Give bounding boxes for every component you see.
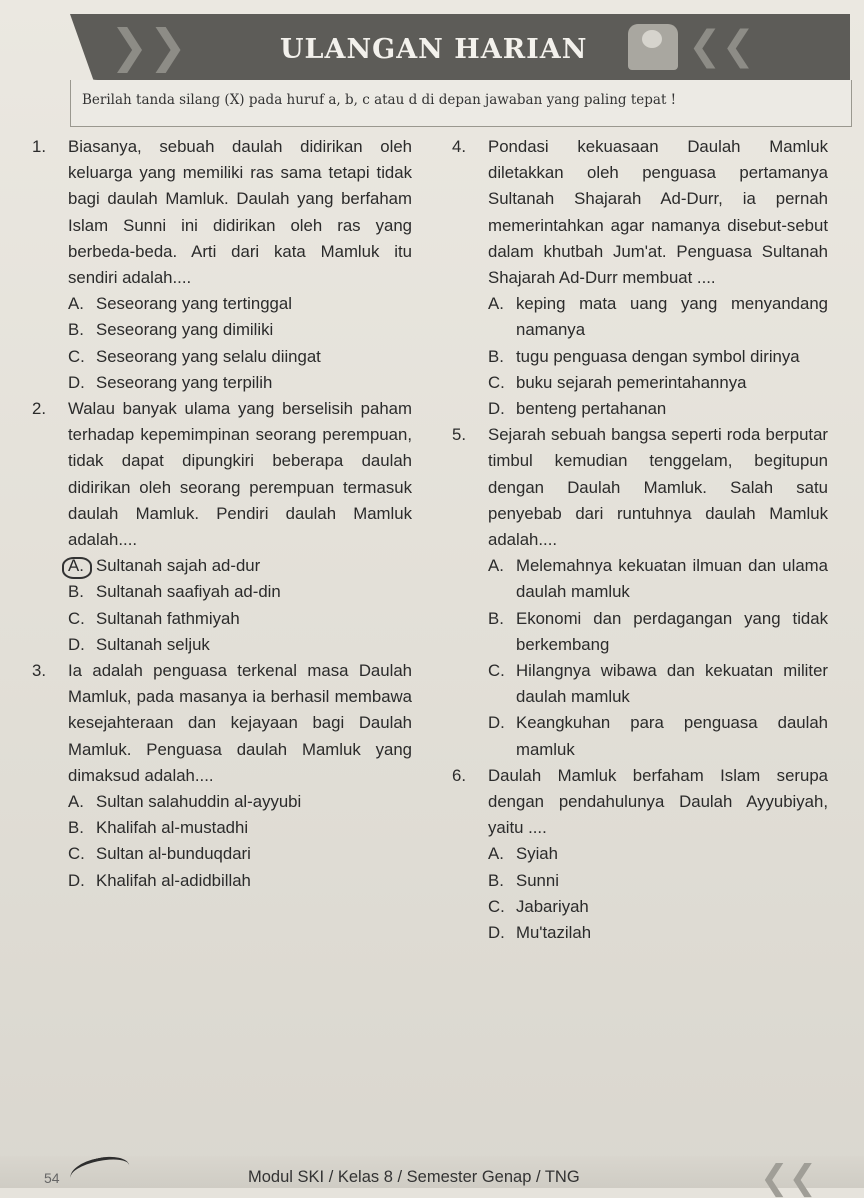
option-label: C. <box>68 608 85 628</box>
option-label: A. <box>488 556 504 576</box>
chevron-right-decoration-icon: ❯❯ <box>110 19 188 73</box>
page-title: ULANGAN HARIAN <box>280 34 588 65</box>
option-5a[interactable] <box>452 553 828 605</box>
option-3b[interactable] <box>32 815 412 841</box>
option-text: Seseorang yang terpilih <box>96 372 273 392</box>
question-text: Walau banyak ulama yang berselisih paham terhadap kepemimpinan seorang perempuan, tidak dapat dipungkiri beberapa daulah didirikan oleh seorang perempuan termasuk daulah Mamluk. Pendiri daulah Mamluk adalah.... <box>68 399 412 550</box>
option-text: Sultan al-bunduqdari <box>96 844 251 864</box>
question-6 <box>452 763 828 842</box>
option-label: B. <box>68 320 84 340</box>
option-label: D. <box>488 713 505 733</box>
option-text: Seseorang yang dimiliki <box>96 320 274 340</box>
option-6d[interactable] <box>452 920 828 946</box>
question-5 <box>452 422 828 553</box>
question-3 <box>32 658 412 789</box>
option-label: D. <box>488 399 505 419</box>
option-text: Sultanah fathmiyah <box>96 608 240 628</box>
option-label: D. <box>68 372 85 392</box>
option-2d[interactable] <box>32 632 412 658</box>
option-label: D. <box>488 923 505 943</box>
option-text: Sultanah saafiyah ad-din <box>96 582 281 602</box>
question-number: 5. <box>452 425 466 445</box>
option-5d[interactable] <box>452 710 828 762</box>
option-label: C. <box>68 346 85 366</box>
option-2c[interactable] <box>32 606 412 632</box>
option-label: B. <box>488 346 504 366</box>
right-column <box>452 134 828 946</box>
option-1c[interactable] <box>32 344 412 370</box>
option-3c[interactable] <box>32 841 412 867</box>
option-label: B. <box>488 870 504 890</box>
question-text: Pondasi kekuasaan Daulah Mamluk diletakkan oleh penguasa pertamanya Sultanah Shajarah Ad-Durr, ia pernah memerintahkan agar namanya disebut-sebut dalam khutbah Jum'at. Penguasa Sultanah Shajarah Ad-Durr membuat .... <box>488 137 828 288</box>
option-3a[interactable] <box>32 789 412 815</box>
left-column <box>32 134 412 894</box>
option-text: buku sejarah pemerintahannya <box>516 372 747 392</box>
option-text: Khalifah al-mustadhi <box>96 818 249 838</box>
option-text: tugu penguasa dengan symbol dirinya <box>516 346 800 366</box>
option-2a[interactable] <box>32 553 412 579</box>
character-illustration-icon <box>628 24 678 70</box>
option-4c[interactable] <box>452 370 828 396</box>
option-1a[interactable] <box>32 291 412 317</box>
option-text: Melemahnya kekuatan ilmuan dan ulama daulah mamluk <box>516 556 828 602</box>
option-text: Seseorang yang selalu diingat <box>96 346 321 366</box>
option-6a[interactable] <box>452 841 828 867</box>
option-label: B. <box>68 818 84 838</box>
option-label: D. <box>68 870 85 890</box>
question-text: Ia adalah penguasa terkenal masa Daulah Mamluk, pada masanya ia berhasil membawa kesejahteraan dan kejayaan bagi Daulah Mamluk. Penguasa daulah Mamluk yang dimaksud adalah.... <box>68 661 412 785</box>
option-text: Sultanah sajah ad-dur <box>96 556 261 576</box>
option-text: Seseorang yang tertinggal <box>96 294 292 314</box>
option-text: Sultanah seljuk <box>96 634 210 654</box>
option-label: C. <box>488 896 505 916</box>
question-number: 1. <box>32 137 46 156</box>
option-text: Mu'tazilah <box>516 923 592 943</box>
option-text: Hilangnya wibawa dan kekuatan militer daulah mamluk <box>516 661 828 707</box>
option-4a[interactable] <box>452 291 828 343</box>
question-text: Daulah Mamluk berfaham Islam serupa dengan pendahulunya Daulah Ayyubiyah, yaitu .... <box>488 765 828 838</box>
option-label: C. <box>488 661 505 681</box>
question-number: 4. <box>452 137 466 156</box>
option-text: Sultan salahuddin al-ayyubi <box>96 792 302 812</box>
option-label: B. <box>488 608 504 628</box>
instruction-text: Berilah tanda silang (X) pada huruf a, b, c atau d di depan jawaban yang paling tepat ! <box>82 92 677 108</box>
option-text: Ekonomi dan perdagangan yang tidak berkembang <box>516 608 828 654</box>
question-4 <box>452 134 828 291</box>
question-2 <box>32 396 412 553</box>
option-text: keping mata uang yang menyandang namanya <box>516 294 828 340</box>
option-2b[interactable] <box>32 579 412 605</box>
option-label: A. <box>488 844 504 864</box>
option-3d[interactable] <box>32 868 412 894</box>
question-1 <box>32 134 412 291</box>
option-label: C. <box>488 372 505 392</box>
option-6c[interactable] <box>452 894 828 920</box>
option-label: B. <box>68 582 84 602</box>
option-label-marked: A. <box>68 553 96 579</box>
option-text: Syiah <box>516 844 558 864</box>
option-1b[interactable] <box>32 317 412 343</box>
question-number: 2. <box>32 399 46 419</box>
option-label: A. <box>488 294 504 314</box>
option-label: A. <box>68 792 84 812</box>
page-number: 54 <box>44 1170 60 1186</box>
option-4b[interactable] <box>452 344 828 370</box>
footer-text: Modul SKI / Kelas 8 / Semester Genap / TNG <box>248 1168 580 1186</box>
option-text: benteng pertahanan <box>516 399 667 419</box>
option-5b[interactable] <box>452 606 828 658</box>
option-text: Keangkuhan para penguasa daulah mamluk <box>516 713 828 759</box>
chevron-left-decoration-icon: ❮❮ <box>688 23 756 69</box>
option-4d[interactable] <box>452 396 828 422</box>
question-text: Biasanya, sebuah daulah didirikan oleh keluarga yang memiliki ras sama tetapi tidak bagi daulah Mamluk. Daulah yang berfaham Islam Sunni ini didirikan oleh ras yang berbeda-beda. Arti dari kata Mamluk itu sendiri adalah.... <box>68 137 412 288</box>
option-1d[interactable] <box>32 370 412 396</box>
option-text: Sunni <box>516 870 559 890</box>
option-label: C. <box>68 844 85 864</box>
question-number: 3. <box>32 661 46 681</box>
option-label: D. <box>68 634 85 654</box>
option-6b[interactable] <box>452 868 828 894</box>
question-number: 6. <box>452 765 466 785</box>
option-text: Jabariyah <box>516 896 589 916</box>
option-label: A. <box>68 294 84 314</box>
question-text: Sejarah sebuah bangsa seperti roda berputar timbul kemudian tenggelam, begitupun dengan Daulah Mamluk. Salah satu penyebab dari runtuhnya daulah Mamluk adalah.... <box>488 425 828 550</box>
option-text: Khalifah al-adidbillah <box>96 870 251 890</box>
option-5c[interactable] <box>452 658 828 710</box>
chevron-left-decoration-icon: ❮❮ <box>760 1158 817 1198</box>
